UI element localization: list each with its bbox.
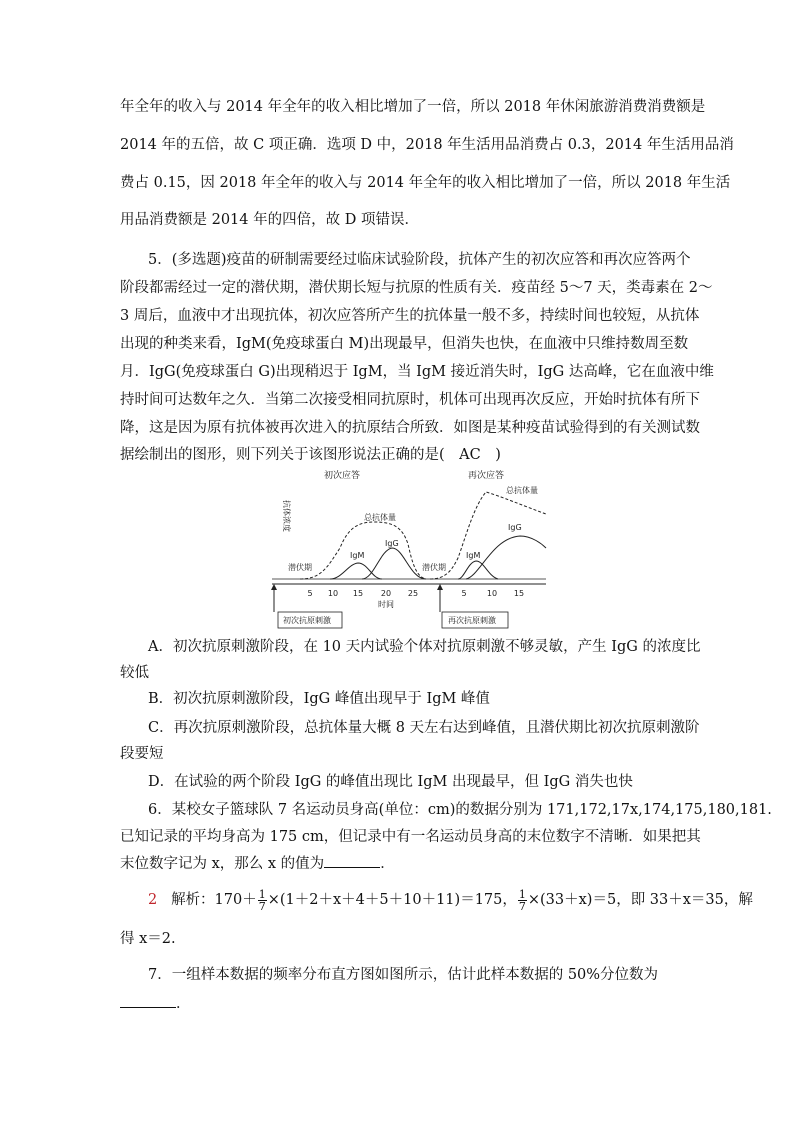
option-c: C．再次抗原刺激阶段，总抗体量大概 8 天左右达到峰值，且潜伏期比初次抗原刺激阶: [148, 720, 700, 736]
tick-label: 5: [461, 589, 467, 598]
igm-curve-first: [330, 563, 382, 579]
igg-curve-first: [362, 548, 426, 579]
question-5-text: 月．IgG(免疫球蛋白 G)出现稍迟于 IgM，当 IgM 接近消失时，IgG 达高峰，它在血液中维: [120, 364, 714, 380]
first-stimulus-label: 初次抗原刺激: [283, 616, 331, 625]
figure-y-label: 抗体浓度: [282, 500, 291, 532]
x-axis-label: 时间: [378, 600, 394, 609]
question-6-stem: 6．某校女子篮球队 7 名运动员身高(单位：cm)的数据分别为 171,172,17x,174,175,180,181.: [148, 802, 772, 818]
question-7-text: [120, 993, 680, 1015]
body-text-line: 年全年的收入与 2014 年全年的收入相比增加了一倍，所以 2018 年休闲旅游消费消费额是: [120, 99, 706, 115]
question-6-text: 已知记录的平均身高为 175 cm，但记录中有一名运动员身高的末位数字不清晰．如果把其: [120, 829, 701, 845]
second-response-title: 再次应答: [468, 471, 505, 481]
tick-label: 15: [352, 589, 364, 598]
solution-part: ×(1＋2＋x＋4＋5＋10＋11)＝175，: [267, 892, 517, 908]
igg-label-first: IgG: [385, 539, 399, 548]
tick-label: 10: [327, 589, 339, 598]
tick-label: 25: [407, 589, 419, 598]
question-6-text: [120, 853, 680, 875]
option-a: A．初次抗原刺激阶段，在 10 天内试验个体对抗原刺激不够灵敏，产生 IgG 的浓度比: [148, 639, 701, 655]
punct: ．: [176, 996, 191, 1012]
option-c-cont: 段要短: [120, 746, 164, 762]
question-5-text: 3 周后，血液中才出现抗体，初次应答所产生的抗体量一般不多，持续时间也较短，从抗体: [120, 308, 700, 324]
option-d: D．在试验的两个阶段 IgG 的峰值出现比 IgM 出现最早，但 IgG 消失也快: [148, 774, 633, 790]
question-5-text: 据绘制出的图形，则下列关于该图形说法正确的是( AC ): [120, 447, 501, 463]
question-5-text: 持时间可达数年之久．当第二次接受相同抗原时，机体可出现再次反应，开始时抗体有所下: [120, 392, 700, 408]
solution-part: ×(33＋x)＝5，即 33＋x＝35，解: [527, 892, 753, 908]
tick-label: 20: [380, 589, 392, 598]
option-b: B．初次抗原刺激阶段，IgG 峰值出现早于 IgM 峰值: [148, 691, 490, 707]
body-text-line: 用品消费额是 2014 年的四倍，故 D 项错误．: [120, 212, 419, 228]
fraction-numerator: 1: [258, 887, 266, 901]
fraction-denominator: 7: [258, 899, 266, 913]
tick-label: 10: [486, 589, 498, 598]
body-text-line: 2014 年的五倍，故 C 项正确．选项 D 中，2018 年生活用品消费占 0.3，2014 年生活用品消: [120, 137, 734, 153]
punct: ．: [380, 856, 395, 872]
antibody-figure: [270, 466, 552, 632]
question-6-prompt: 末位数字记为 x，那么 x 的值为: [120, 856, 325, 872]
question-5-stem: 5．(多选题)疫苗的研制需要经过临床试验阶段，抗体产生的初次应答和再次应答两个: [148, 252, 691, 268]
fraction-denominator: 7: [518, 899, 526, 913]
question-6-solution-end: 得 x＝2.: [120, 931, 176, 947]
question-5-text: 降，这是因为原有抗体被再次进入的抗原结合所致．如图是某种疫苗试验得到的有关测试数: [120, 420, 700, 436]
question-5-text: 阶段都需经过一定的潜伏期，潜伏期长短与抗原的性质有关．疫苗经 5～7 天，类毒素在 2～: [120, 280, 713, 296]
question-7-stem: 7．一组样本数据的频率分布直方图如图所示，估计此样本数据的 50%分位数为: [148, 967, 659, 983]
first-phase-ticks: [307, 589, 418, 598]
total-antibody-label-second: 总抗体量: [506, 486, 538, 495]
second-phase-ticks: [461, 589, 524, 598]
solution-part: 解析：170＋: [171, 892, 257, 908]
option-a-cont: 较低: [120, 665, 149, 681]
igm-label-second: IgM: [466, 551, 481, 560]
body-text-line: 费占 0.15，因 2018 年全年的收入与 2014 年全年的收入相比增加了一倍，所以 2018 年生活: [120, 175, 731, 191]
latent-period-label-first: 潜伏期: [288, 563, 312, 572]
question-6-solution: [148, 885, 753, 915]
arrow-head-icon: [437, 584, 443, 590]
total-antibody-label-first: 总抗体量: [364, 513, 396, 522]
arrow-head-icon: [271, 584, 277, 590]
answer-blank: [120, 993, 176, 1008]
second-stimulus-label: 再次抗原刺激: [448, 616, 496, 625]
tick-label: 5: [307, 589, 313, 598]
fraction: [518, 889, 527, 912]
answer-value: 2: [148, 892, 158, 908]
igg-label-second: IgG: [508, 523, 522, 532]
fraction-numerator: 1: [518, 887, 526, 901]
total-antibody-curve-second: [430, 492, 546, 579]
answer-blank: [324, 853, 380, 868]
latent-period-label-second: 潜伏期: [422, 563, 446, 572]
question-5-text: 出现的种类来看，IgM(免疫球蛋白 M)出现最早，但消失也快，在血液中只维持数周至数: [120, 336, 689, 352]
fraction: [258, 889, 267, 912]
igm-label-first: IgM: [350, 551, 365, 560]
tick-label: 15: [513, 589, 525, 598]
first-response-title: 初次应答: [324, 471, 361, 481]
